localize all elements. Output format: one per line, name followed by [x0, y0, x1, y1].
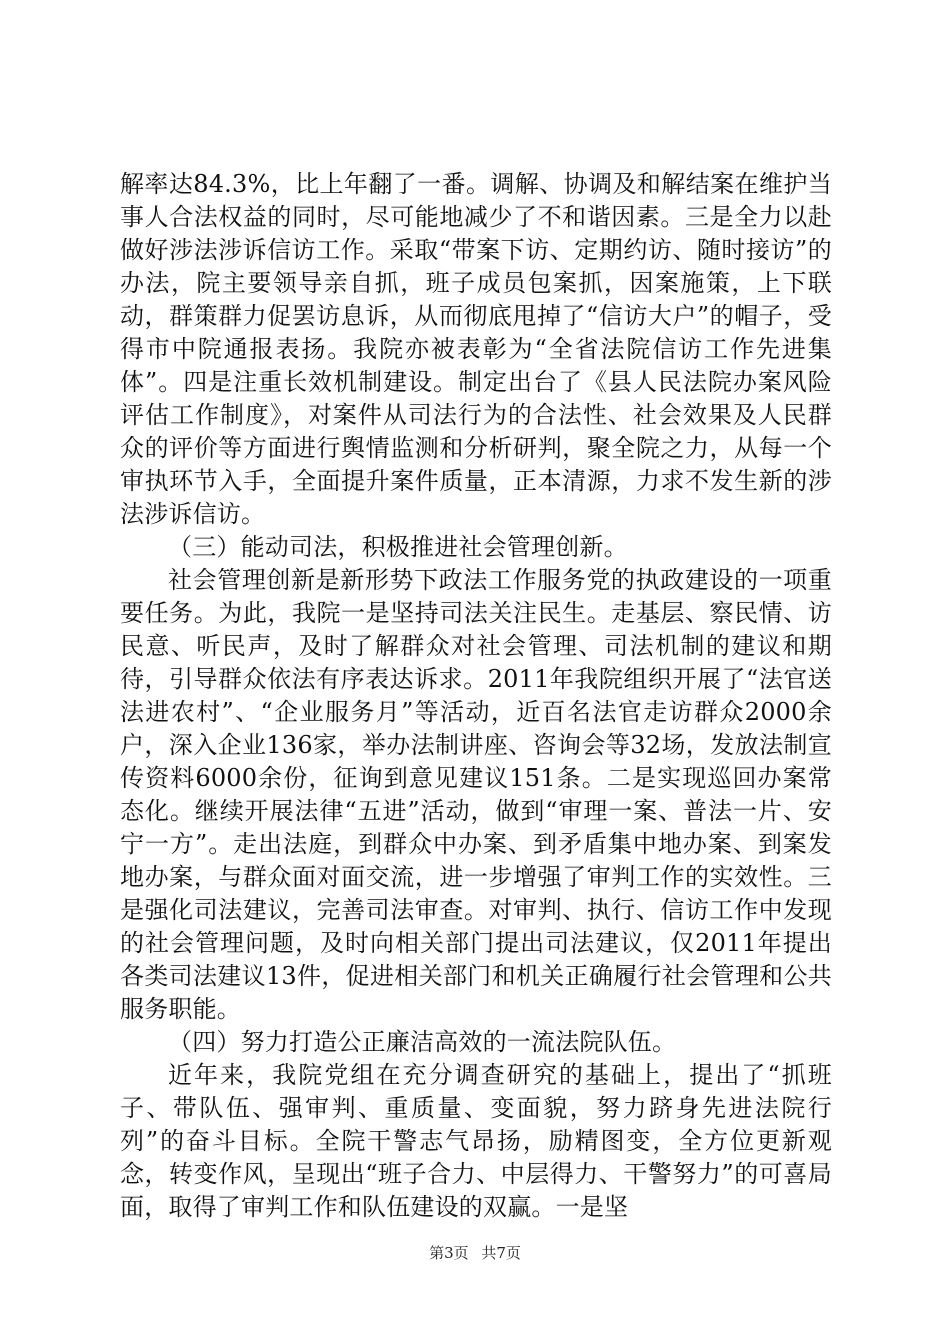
page-footer — [0, 1243, 950, 1263]
paragraph-team-building: 近年来，我院党组在充分调查研究的基础上，提出了“抓班子、带队伍、强审判、重质量、变面貌，努力跻身先进法院行列”的奋斗目标。全院干警志气昂扬，励精图变，全方位更新观念，转变作风，呈现出“班子合力、中层得力、干警努力”的可喜局面，取得了审判工作和队伍建设的双赢。一是坚 — [120, 1061, 832, 1221]
paragraph-continued: 解率达84.3%，比上年翻了一番。调解、协调及和解结案在维护当事人合法权益的同时，尽可能地减少了不和谐因素。三是全力以赴做好涉法涉诉信访工作。采取“带案下访、定期约访、随时接访”的办法，院主要领导亲自抓，班子成员包案抓，因案施策，上下联动，群策群力促罢访息诉，从而彻底甩掉了“信访大户”的帽子，受得市中院通报表扬。我院亦被表彰为“全省法院信访工作先进集体”。四是注重长效机制建设。制定出台了《县人民法院办案风险评估工作制度》，对案件从司法行为的合法性、社会效果及人民群众的评价等方面进行舆情监测和分析研判，聚全院之力，从每一个审执环节入手，全面提升案件质量，正本清源，力求不发生新的涉法涉诉信访。 — [120, 170, 832, 528]
page-total: 共7页 — [481, 1244, 521, 1262]
document-body — [120, 168, 832, 1224]
paragraph-social-management: 社会管理创新是新形势下政法工作服务党的执政建设的一项重要任务。为此，我院一是坚持司法关注民生。走基层、察民情、访民意、听民声，及时了解群众对社会管理、司法机制的建议和期待，引导群众依法有序表达诉求。2011年我院组织开展了“法官送法进农村”、“企业服务月”等活动，近百名法官走访群众2000余户，深入企业136家，举办法制讲座、咨询会等32场，发放法制宣传资料6000余份，征询到意见建议151条。二是实现巡回办案常态化。继续开展法律“五进”活动，做到“审理一案、普法一片、安宁一方”。走出法庭，到群众中办案、到矛盾集中地办案、到案发地办案，与群众面对面交流，进一步增强了审判工作的实效性。三是强化司法建议，完善司法审查。对审判、执行、信访工作中发现的社会管理问题，及时向相关部门提出司法建议，仅2011年提出各类司法建议13件，促进相关部门和机关正确履行社会管理和公共服务职能。 — [120, 566, 832, 1023]
page-number: 第3页 — [429, 1244, 469, 1262]
section-heading-3: （三）能动司法，积极推进社会管理创新。 — [168, 533, 628, 561]
section-heading-4: （四）努力打造公正廉洁高效的一流法院队伍。 — [168, 1028, 677, 1056]
